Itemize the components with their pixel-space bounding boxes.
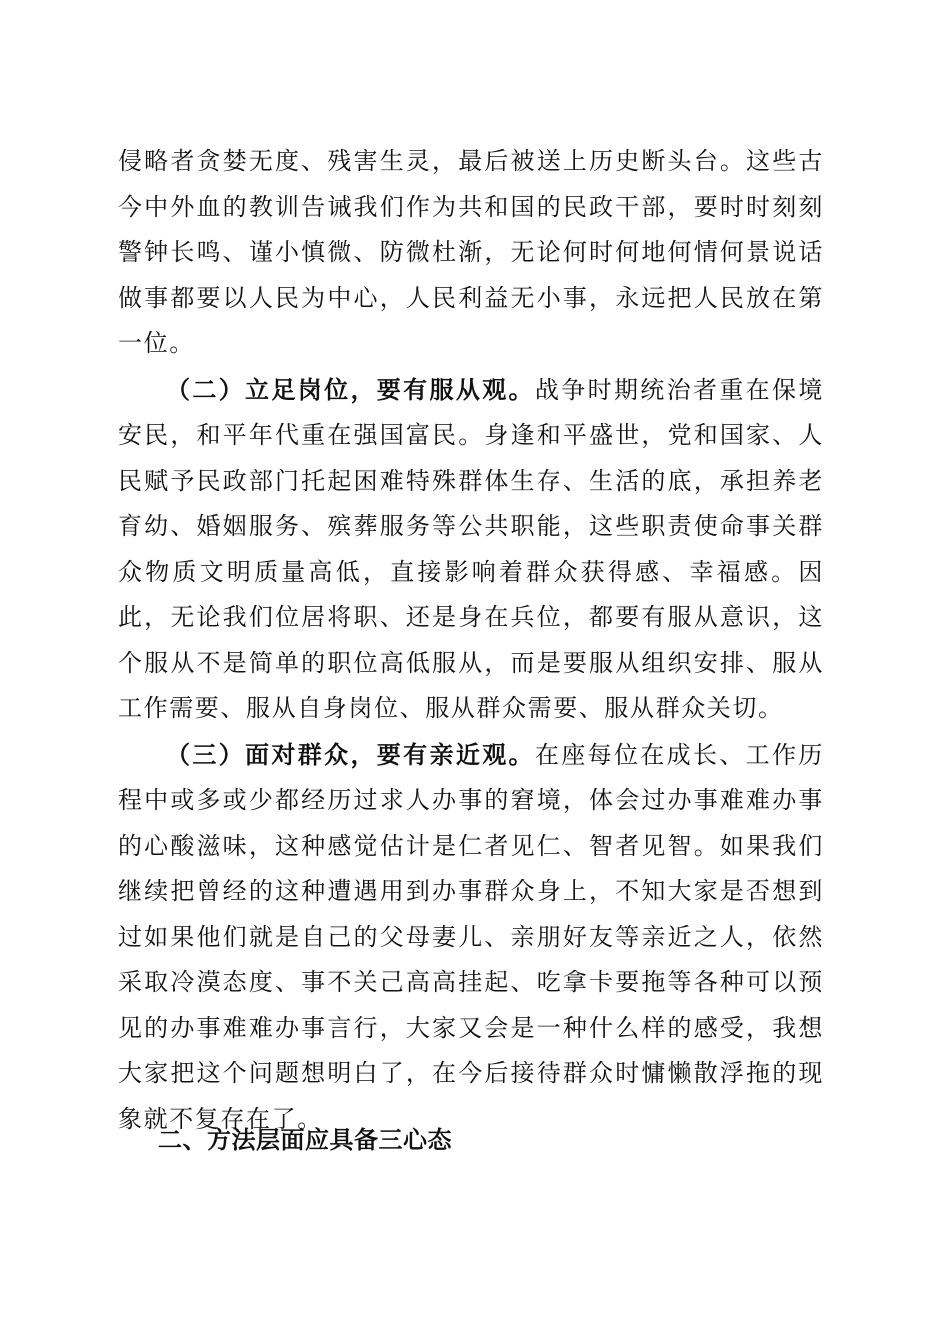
section-heading: 二、方法层面应具备三心态 <box>158 1126 452 1154</box>
paragraph-closeness <box>118 732 824 1143</box>
paragraph-lead: （三）面对群众，要有亲近观。 <box>166 739 535 769</box>
paragraph-text: 战争时期统治者重在保境安民，和平年代重在强国富民。身逢和平盛世，党和国家、人民赋予民政部门托起困难特殊群体生存、生活的底，承担养老育幼、婚姻服务、殡葬服务等公共职能，这些职责使命事关群众物质文明质量高低，直接影响着群众获得感、幸福感。因此，无论我们位居将职、还是身在兵位，都要有服从意识，这个服从不是简单的职位高低服从，而是要服从组织安排、服从工作需要、服从自身岗位、服从群众需要、服从群众关切。 <box>118 375 824 722</box>
paragraph-text: 侵略者贪婪无度、残害生灵，最后被送上历史断头台。这些古今中外血的教训告诫我们作为共和国的民政干部，要时时刻刻警钟长鸣、谨小慎微、防微杜渐，无论何时何地何情何景说话做事都要以人民为中心，人民利益无小事，永远把人民放在第一位。 <box>118 147 824 357</box>
body-text <box>118 139 824 1142</box>
paragraph-obedience <box>118 367 824 732</box>
paragraph-lead: （二）立足岗位，要有服从观。 <box>166 374 535 404</box>
paragraph-continuation <box>118 139 824 367</box>
paragraph-text: 在座每位在成长、工作历程中或多或少都经历过求人办事的窘境，体会过办事难难办事的心酸滋味，这种感觉估计是仁者见仁、智者见智。如果我们继续把曾经的这种遭遇用到办事群众身上，不知大家是否想到过如果他们就是自己的父母妻儿、亲朋好友等亲近之人，依然采取冷漠态度、事不关己高高挂起、吃拿卡要拖等各种可以预见的办事难难办事言行，大家又会是一种什么样的感受，我想大家把这个问题想明白了，在今后接待群众时慵懒散浮拖的现象就不复存在了。 <box>118 740 824 1133</box>
